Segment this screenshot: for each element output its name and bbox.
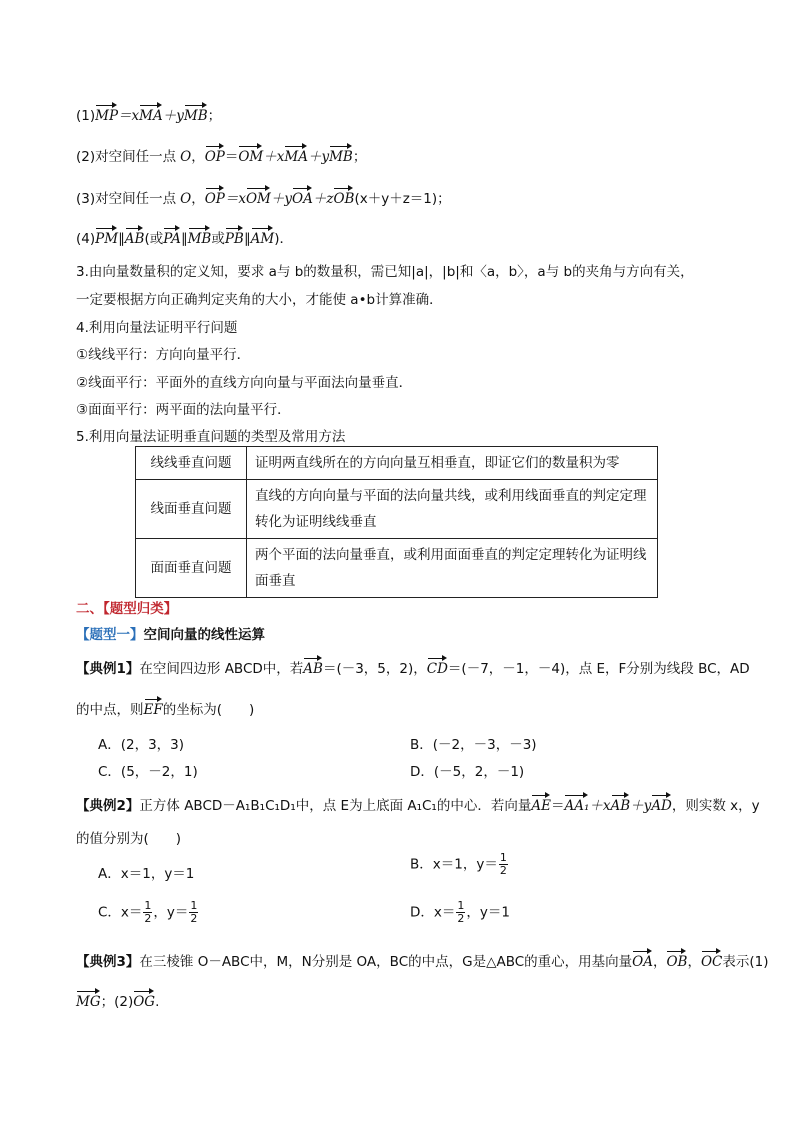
example-text: 在三棱锥 O－ABC中，M，N分别是 OA，BC的中点，G是△ABC的重心，用基向量 [139, 954, 633, 970]
type-heading [76, 623, 265, 643]
vector-ab: AB [610, 798, 631, 814]
vector-ab: AB [124, 231, 145, 247]
formula-text: ＋y [307, 149, 330, 165]
example-text: ；(2) [100, 994, 134, 1010]
example-tag: 【典例1】 [76, 661, 140, 677]
vector-om: OM [245, 191, 271, 207]
example-text: ＝(－7，－1，－4)，点 E，F分别为线段 BC，AD [447, 661, 750, 677]
table-cell-method: 证明两直线所在的方向向量互相垂直，即证它们的数量积为零 [247, 447, 658, 480]
fraction-numerator: 1 [457, 899, 465, 912]
vector-ae: AE [531, 798, 551, 814]
section-title: 【题型归类】 [103, 601, 178, 617]
choice-d[interactable] [410, 900, 510, 925]
formula-text: ∥ [243, 231, 251, 247]
vector-ef: EF [143, 702, 163, 718]
vector-cd: CD [426, 661, 448, 677]
parallel-item-3: ③面面平行：两平面的法向量平行． [76, 402, 291, 418]
vector-mp: MP [95, 108, 119, 124]
table-cell-type: 面面垂直问题 [136, 539, 247, 598]
example-1-line-1 [76, 657, 750, 677]
example-text: ＋y [630, 798, 652, 814]
table-row [136, 539, 658, 598]
formula-text: ＋z [312, 191, 334, 207]
vector-ob: OB [666, 954, 688, 970]
type-tag: 【题型一】 [76, 627, 144, 643]
formula-text: ＋x [263, 149, 285, 165]
choice-text: D．x＝ [410, 904, 456, 921]
type-title: 空间向量的线性运算 [143, 627, 265, 643]
formula-text: ∥ [180, 231, 188, 247]
formula-text: ＝x [224, 191, 246, 207]
paragraph-3-line-2: 一定要根据方向正确判定夹角的大小，才能使 a•b计算准确． [76, 292, 443, 308]
formula-3 [76, 187, 451, 207]
vector-mg: MG [76, 994, 101, 1010]
formula-label: (1) [76, 108, 96, 124]
vector-oa: OA [632, 954, 653, 970]
vector-ma: MA [139, 108, 163, 124]
formula-label: (4) [76, 231, 96, 247]
formula-text: ＋y [270, 191, 293, 207]
formula-1 [76, 104, 221, 124]
table-cell-type: 线面垂直问题 [136, 480, 247, 539]
example-text: 在空间四边形 ABCD中，若 [139, 661, 304, 677]
table-cell-method: 直线的方向向量与平面的法向量共线，或利用线面垂直的判定定理转化为证明线线垂直 [247, 480, 658, 539]
vector-ob: OB [333, 191, 355, 207]
vector-op: OP [204, 191, 225, 207]
choice-b[interactable] [410, 852, 509, 877]
formula-text: (x＋y＋z＝1)； [354, 191, 451, 207]
vector-oa: OA [292, 191, 313, 207]
formula-text: ， [191, 191, 205, 207]
vector-oc: OC [700, 954, 723, 970]
fraction-denominator: 2 [499, 864, 507, 877]
table-row [136, 480, 658, 539]
example-text: ＝ [550, 798, 565, 814]
example-text: 的中点，则 [76, 702, 144, 718]
choice-text: ，y＝1 [466, 904, 510, 921]
formula-text: ∥ [118, 231, 125, 247]
section-prefix: 二、 [76, 601, 103, 617]
formula-2 [76, 145, 366, 165]
vector-pm: PM [95, 231, 119, 247]
parallel-item-2: ②线面平行：平面外的直线方向向量与平面法向量垂直． [76, 375, 413, 391]
paragraph-3-line-1: 3.由向量数量积的定义知，要求 a与 b的数量积，需已知|a|，|b|和〈a，b〉，a与 b的夹角与方向有关， [76, 264, 694, 280]
vector-op: OP [204, 149, 225, 165]
example-2-line-2: 的值分别为( ) [76, 831, 182, 847]
choice-b[interactable]: B．(－2，－3，－3) [410, 737, 537, 753]
example-text: ， [687, 954, 701, 970]
paragraph-5-title: 5.利用向量法证明垂直问题的类型及常用方法 [76, 429, 346, 445]
vector-mb: MB [187, 231, 212, 247]
vector-ma: MA [284, 149, 308, 165]
perpendicular-methods-table [135, 446, 658, 598]
fraction-half [499, 852, 508, 877]
example-text: 表示(1) [722, 954, 769, 970]
formula-label: (3)对空间任一点 [76, 191, 177, 207]
formula-text: ＝ [224, 149, 239, 165]
table-row [136, 447, 658, 480]
formula-text: O [180, 191, 192, 207]
parallel-item-1: ①线线平行：方向向量平行． [76, 347, 251, 363]
fraction-half [189, 900, 198, 925]
choice-text: ，y＝ [153, 904, 189, 921]
section-heading [76, 597, 177, 617]
choice-c[interactable] [98, 900, 199, 925]
example-2-line-1 [76, 794, 760, 814]
formula-text: O [180, 149, 192, 165]
fraction-denominator: 2 [144, 912, 152, 925]
paragraph-4-title: 4.利用向量法证明平行问题 [76, 320, 238, 336]
choice-d[interactable]: D．(－5，2，－1) [410, 764, 525, 780]
example-1-line-2 [76, 698, 254, 718]
vector-ab: AB [303, 661, 323, 677]
example-text: 的坐标为( ) [162, 702, 255, 718]
choice-a[interactable]: A．(2，3，3) [98, 737, 185, 753]
vector-om: OM [238, 149, 264, 165]
example-3-line-2 [76, 990, 159, 1010]
vector-og: OG [133, 994, 156, 1010]
example-text: 正方体 ABCD－A₁B₁C₁D₁中，点 E为上底面 A₁C₁的中心．若向量 [139, 798, 532, 814]
example-tag: 【典例2】 [76, 798, 140, 814]
example-text: ， [652, 954, 667, 970]
vector-mb: MB [183, 108, 208, 124]
example-text: . [155, 994, 160, 1010]
vector-pa: PA [163, 231, 181, 247]
fraction-denominator: 2 [457, 912, 465, 925]
formula-text: ； [207, 108, 222, 124]
fraction-numerator: 1 [190, 899, 198, 912]
fraction-numerator: 1 [144, 899, 152, 912]
fraction-numerator: 1 [499, 851, 507, 864]
vector-am: AM [250, 231, 275, 247]
example-text: ＋x [589, 798, 611, 814]
formula-text: ， [191, 149, 205, 165]
choice-a[interactable]: A．x＝1，y＝1 [98, 866, 195, 882]
table-cell-method: 两个平面的法向量垂直，或利用面面垂直的判定定理转化为证明线面垂直 [247, 539, 658, 598]
choice-c[interactable]: C．(5，－2，1) [98, 764, 198, 780]
vector-aa1: AA₁ [564, 798, 590, 814]
example-tag: 【典例3】 [76, 954, 140, 970]
fraction-half [143, 900, 152, 925]
formula-4 [76, 227, 293, 247]
example-text: ＝(－3，5，2)， [322, 661, 427, 677]
choice-text: B．x＝1，y＝ [410, 856, 498, 873]
formula-text: (或 [144, 231, 164, 247]
fraction-half [456, 900, 465, 925]
fraction-denominator: 2 [190, 912, 198, 925]
table-cell-type: 线线垂直问题 [136, 447, 247, 480]
formula-text: ； [352, 149, 367, 165]
example-text: ，则实数 x，y [671, 798, 760, 814]
formula-label: (2)对空间任一点 [76, 149, 177, 165]
formula-text: ＝x [118, 108, 140, 124]
formula-text: 或 [211, 231, 225, 247]
vector-mb: MB [329, 149, 353, 165]
choice-text: C．x＝ [98, 904, 143, 921]
vector-pb: PB [224, 231, 244, 247]
vector-ad: AD [651, 798, 672, 814]
formula-text: )． [274, 231, 293, 247]
example-3-line-1 [76, 950, 769, 970]
formula-text: ＋y [162, 108, 184, 124]
